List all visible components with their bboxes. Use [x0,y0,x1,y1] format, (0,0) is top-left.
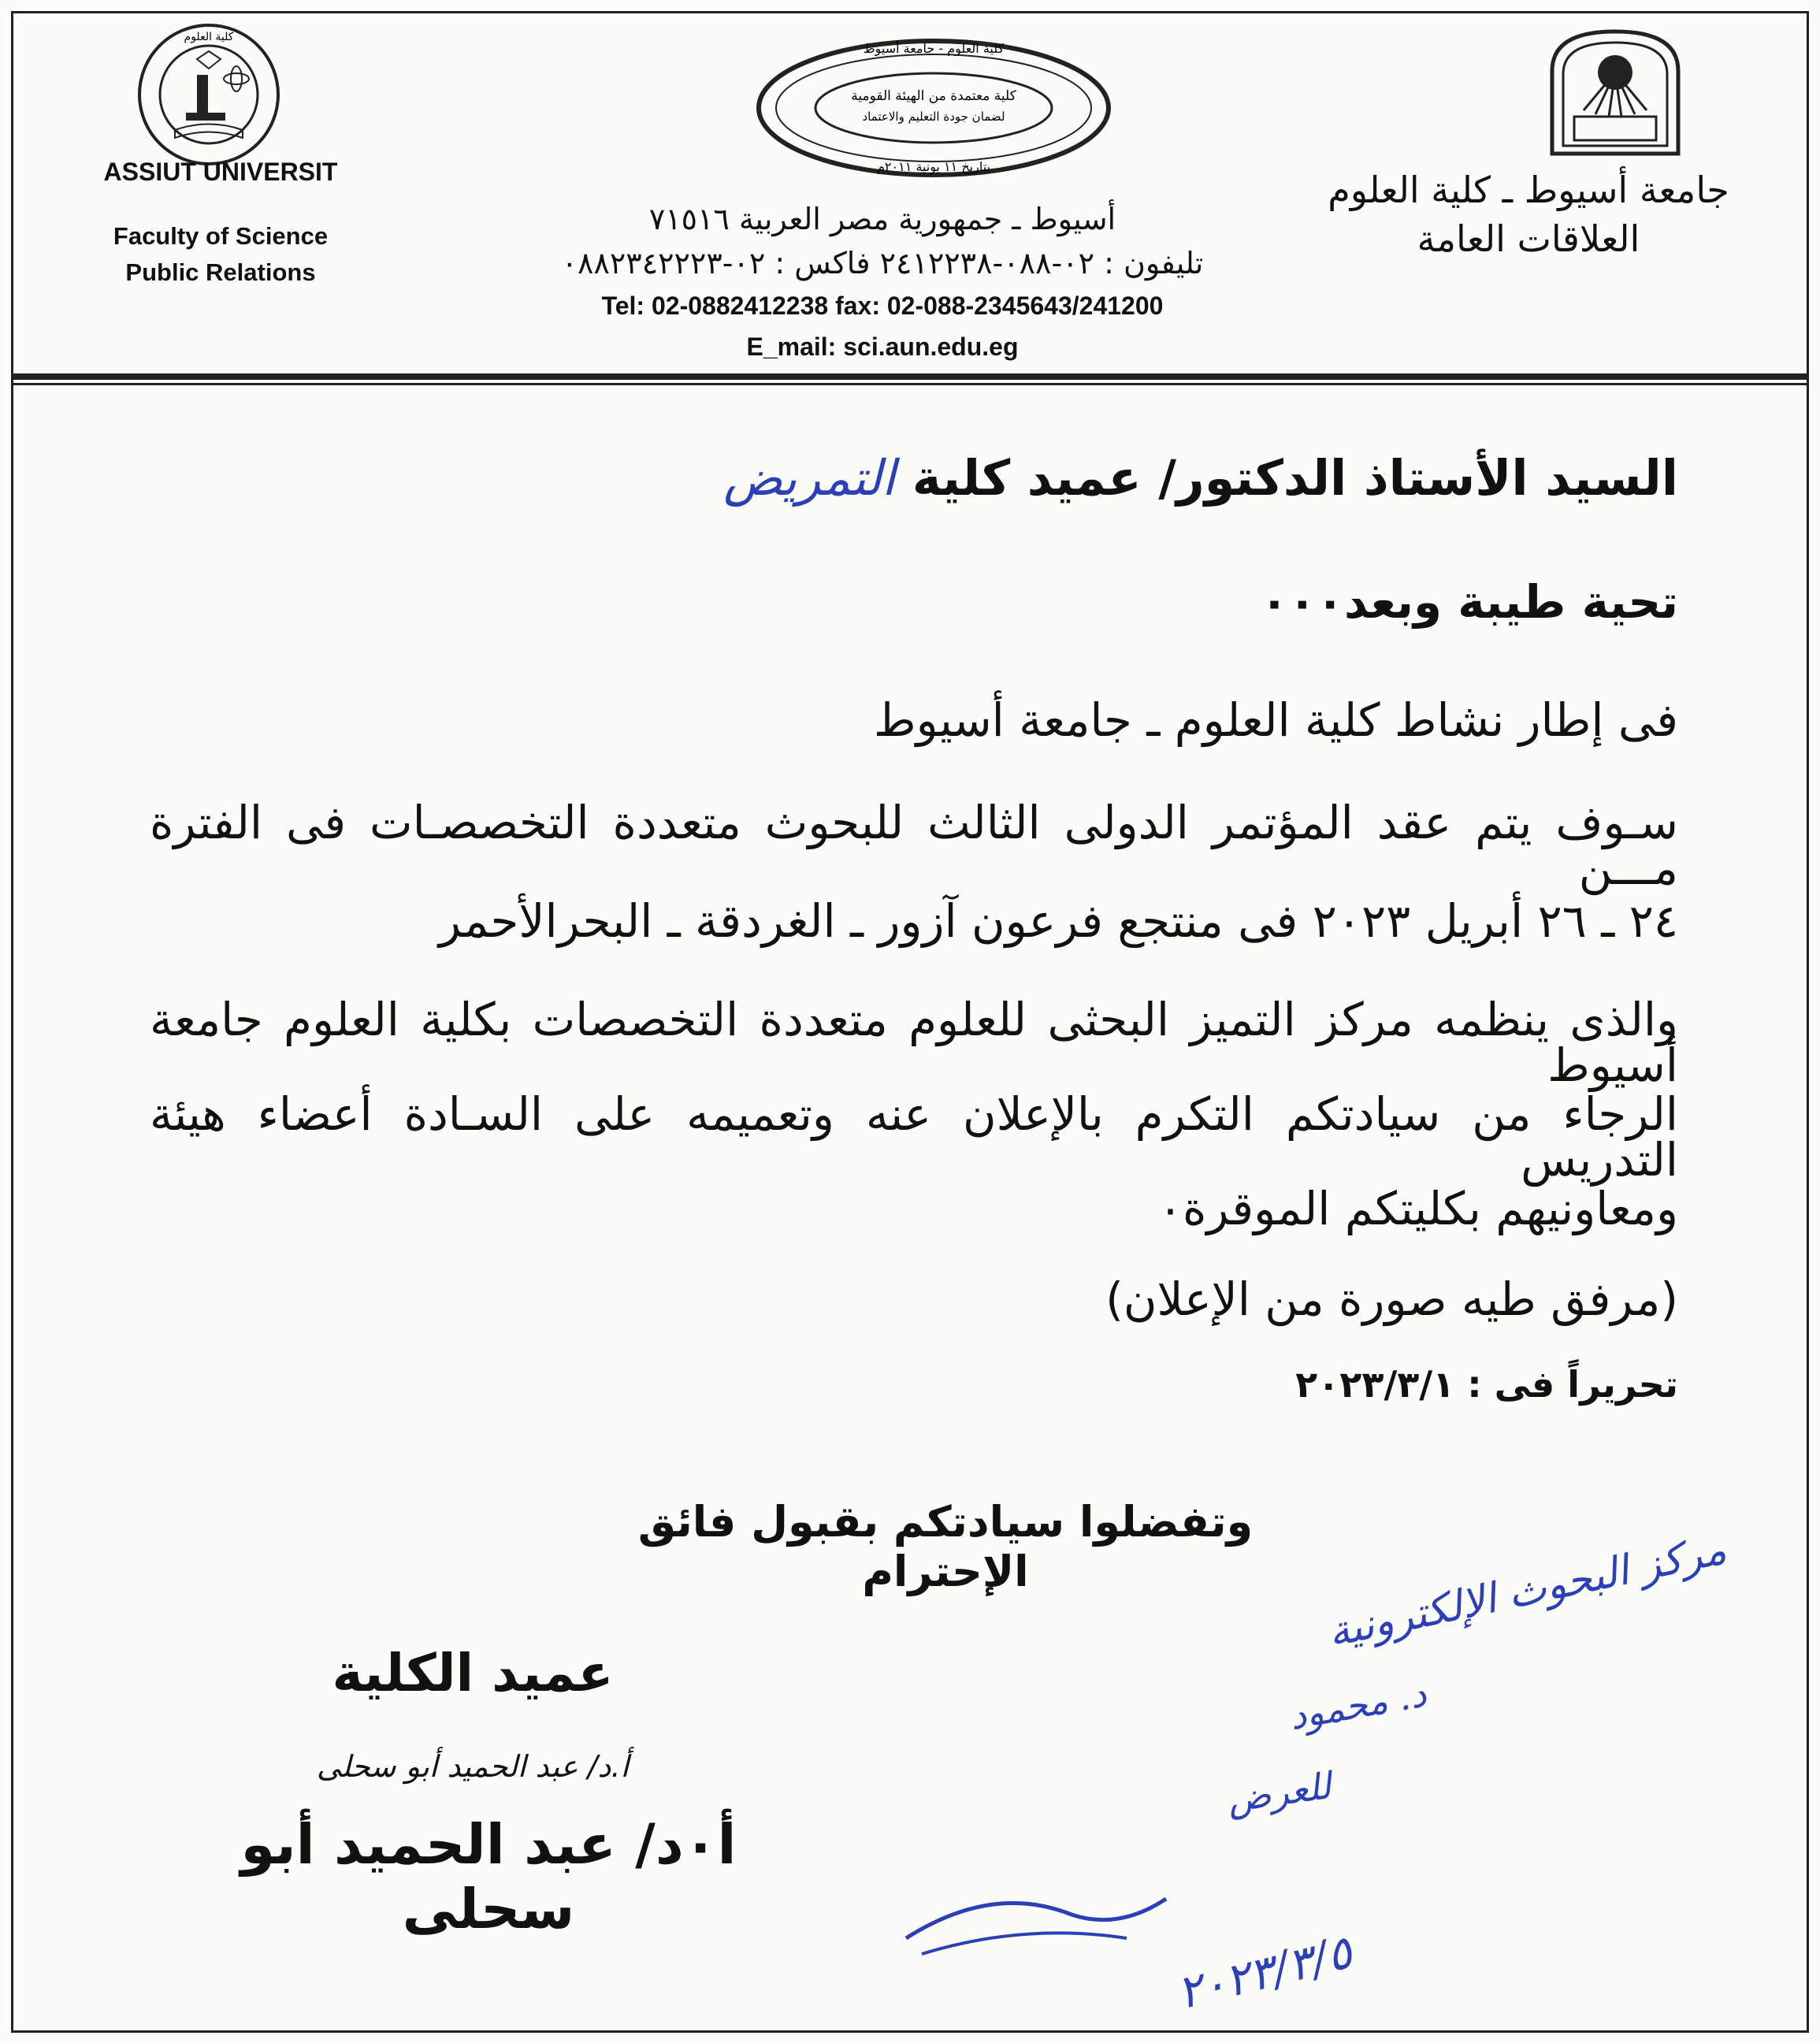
body-line-3: ٢٤ ـ ٢٦ أبريل ٢٠٢٣ فى منتجع فرعون آزور ـ الغردقة ـ البحرالأحمر [439,894,1678,948]
assiut-university-seal [1536,24,1694,158]
signature-name: أ٠د/ عبد الحميد أبو سحلى [240,1812,737,1941]
header-faculty-en: Faculty of Science [113,222,329,250]
header-email-en: E_mail: sci.aun.edu.eg [746,332,1019,361]
greeting: تحية طيبة وبعد٠٠٠ [1260,575,1678,629]
handwritten-note-line-2: د. محمود [1286,1672,1430,1738]
header-divider-thick [11,373,1809,380]
body-line-4: والذى ينظمه مركز التميز البحثى للعلوم متعددة التخصصات بكلية العلوم جامعة أسيوط [150,993,1678,1092]
header-contact-block [441,197,1324,367]
accreditation-oval-seal [752,35,1115,181]
header-left-english [47,158,394,291]
header-public-relations-ar: العلاقات العامة [1417,217,1640,260]
seal-oval-mid-1: كلية معتمدة من الهيئة القومية [851,88,1016,104]
dated-label: تحريراً فى : [1467,1363,1678,1406]
header-university-faculty: جامعة أسيوط ـ كلية العلوم [1328,169,1729,211]
faculty-of-science-seal [134,20,284,169]
signature-handwritten: أ.د/ عبد الحميد أبو سحلى [316,1749,630,1784]
body-line-7: (مرفق طيه صورة من الإعلان) [1105,1272,1678,1326]
handwritten-scribble-underline [922,1933,1127,1954]
heading-handwritten-faculty: التمريض [723,449,896,507]
header-address-ar: أسيوط ـ جمهورية مصر العربية ٧١٥١٦ [648,202,1116,236]
handwritten-note-line-3: للعرض [1224,1763,1334,1821]
header-phone-ar: تليفون : ٠٢-٠٨٨-٢٤١٢٢٣٨ فاكس : ٠٢-٠٨٨٢٣٤٢٢٢٣ [561,246,1204,280]
closing-phrase: وتفضلوا سيادتكم بقبول فائق الإحترام [637,1497,1254,1596]
header-right-arabic [1308,165,1749,263]
handwritten-note-date: ٢٠٢٣/٣/٥ [1171,1924,1358,2020]
dated-line [969,1363,1678,1406]
header-public-relations-en: Public Relations [125,258,316,286]
seal-oval-bottom: بتاريخ ١١ يونية ٢٠١١م [877,159,990,174]
body-line-2: سـوف يتم عقد المؤتمر الدولى الثالث للبحوث متعددة التخصصـات فى الفترة مـــن [150,796,1678,895]
body-line-6: ومعاونيهم بكليتكم الموقرة٠ [1157,1182,1678,1235]
signature-title: عميد الكلية [332,1643,614,1703]
body-line-1: فى إطار نشاط كلية العلوم ـ جامعة أسيوط [873,693,1678,747]
seal-oval-mid-2: لضمان جودة التعليم والاعتماد [862,110,1005,124]
header-divider-thin [11,383,1809,385]
letter-heading [339,449,1678,507]
heading-text: السيد الأستاذ الدكتور/ عميد كلية [912,449,1678,507]
header-tel-en: Tel: 02-0882412238 fax: 02-088-2345643/241200 [601,292,1164,320]
dated-value: ٢٠٢٣/٣/١ [1295,1363,1455,1406]
handwritten-note-line-1: مركز البحوث الإلكترونية [1324,1526,1731,1657]
seal-left-text: كلية العلوم [184,31,234,43]
body-line-5: الرجاء من سيادتكم التكرم بالإعلان عنه وتعميمه على السـادة أعضاء هيئة التدريس [150,1087,1678,1187]
seal-oval-top: كلية العلوم - جامعة أسيوط [863,41,1005,56]
header-university-en: ASSIUT UNIVERSIT [103,158,338,186]
